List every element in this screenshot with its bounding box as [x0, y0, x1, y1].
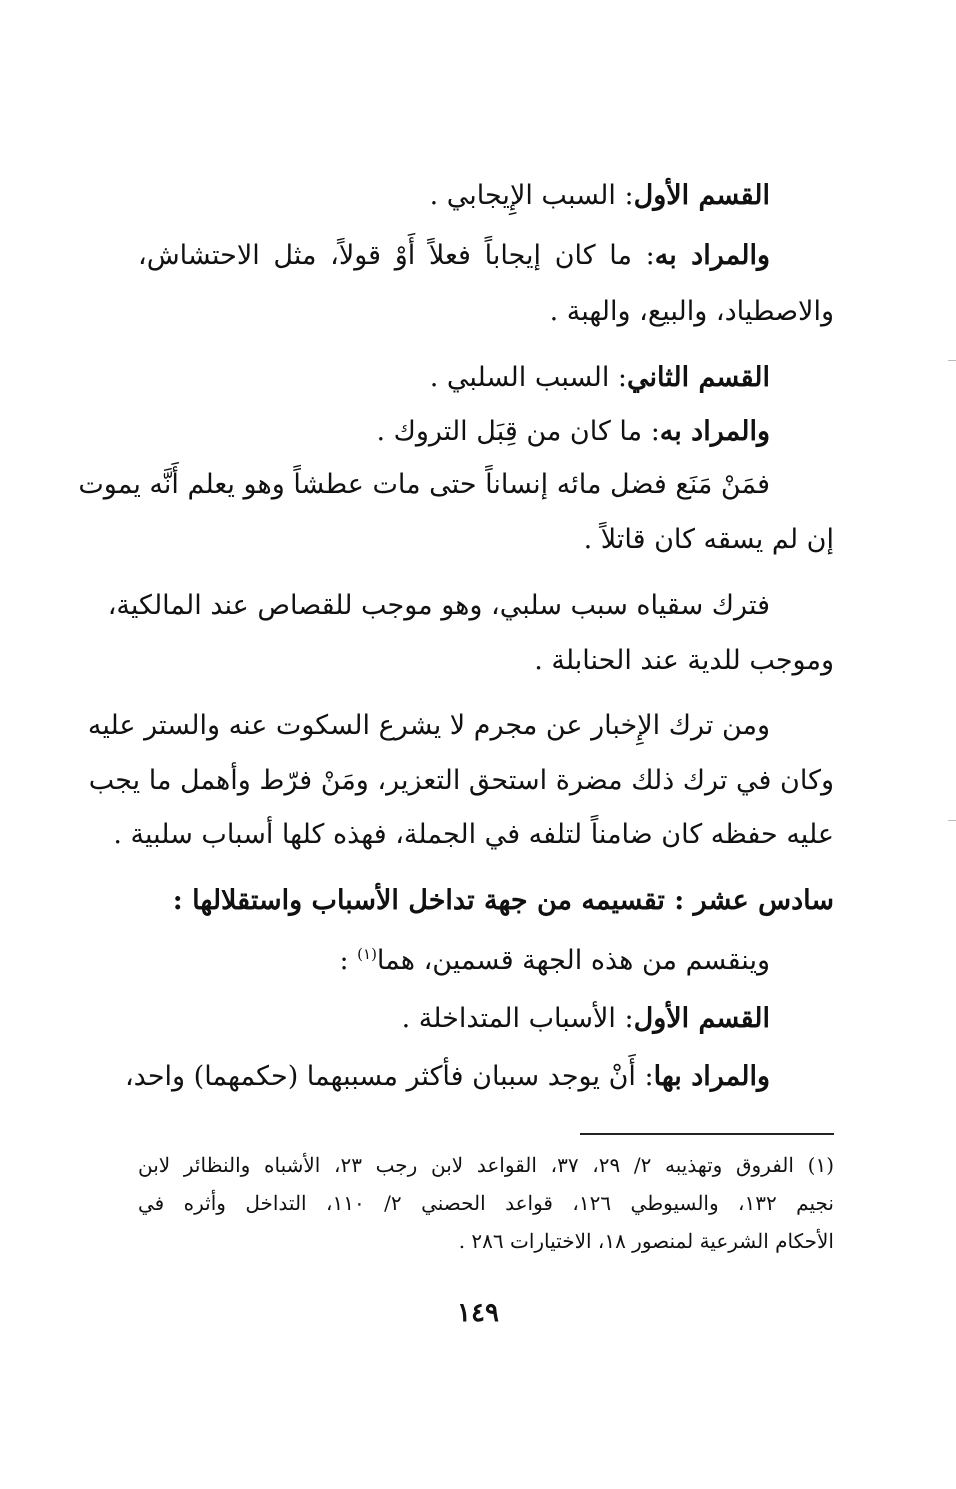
footnote-separator — [580, 1133, 834, 1135]
section-label: والمراد بها — [653, 1061, 770, 1092]
text-line-13: وينقسم من هذه الجهة قسمين، هما$^{(١)}$ : — [339, 945, 770, 976]
text-line-14: القسم الأول: الأسباب المتداخلة . — [401, 1003, 770, 1034]
text-line-5: والمراد به: ما كان من قِبَل التروك . — [376, 416, 770, 447]
section-label: والمراد به — [654, 240, 770, 271]
footnote-line-1: (١) الفروق وتهذيبه ٢/ ٢٩، ٣٧، القواعد لابن رجب ٢٣، الأشباه والنظائر لابن — [138, 1153, 835, 1177]
text-line-1: القسم الأول: السبب الإِيجابي . — [429, 180, 770, 211]
text-line-3: والاصطياد، والبيع، والهبة . — [549, 296, 834, 327]
page-number: ١٤٩ — [457, 1298, 499, 1328]
text-line-7: إن لم يسقه كان قاتلاً . — [583, 524, 834, 555]
footnote-ref[interactable]: (١) — [357, 945, 377, 963]
section-label: القسم الأول — [633, 180, 770, 211]
margin-mark — [948, 820, 956, 821]
text-line-9: وموجب للدية عند الحنابلة . — [534, 645, 834, 676]
margin-mark — [948, 360, 956, 361]
text-line-2: والمراد به: ما كان إيجاباً فعلاً أَوْ قولاً، مثل الاحتشاش، — [138, 240, 770, 271]
footnote-line-3: الأحكام الشرعية لمنصور ١٨، الاختيارات ٢٨٦ . — [458, 1229, 834, 1253]
text-line-8: فترك سقياه سبب سلبي، وهو موجب للقصاص عند المالكية، — [107, 590, 770, 621]
section-heading: سادس عشر : تقسيمه من جهة تداخل الأسباب واستقلالها : — [172, 885, 834, 916]
section-label: والمراد به — [659, 416, 770, 447]
text-line-6: فمَنْ مَنَع فضل مائه إنساناً حتى مات عطشاً وهو يعلم أَنَّه يموت — [78, 469, 770, 500]
section-label: القسم الأول — [633, 1003, 770, 1034]
section-label: القسم الثاني — [627, 362, 770, 393]
footnote-line-2: نجيم ١٣٢، والسيوطي ١٢٦، قواعد الحصني ٢/ ١١٠، التداخل وأثره في — [138, 1191, 834, 1215]
text-line-12: عليه حفظه كان ضامناً لتلفه في الجملة، فهذه كلها أسباب سلبية . — [113, 819, 834, 850]
text-line-15: والمراد بها: أَنْ يوجد سببان فأكثر مسببهما (حكمهما) واحد، — [124, 1061, 770, 1092]
text-line-4: القسم الثاني: السبب السلبي . — [429, 362, 770, 393]
text-line-10: ومن ترك الإِخبار عن مجرم لا يشرع السكوت عنه والستر عليه — [87, 710, 770, 741]
text-line-11: وكان في ترك ذلك مضرة استحق التعزير، ومَنْ فرّط وأهمل ما يجب — [88, 765, 834, 796]
